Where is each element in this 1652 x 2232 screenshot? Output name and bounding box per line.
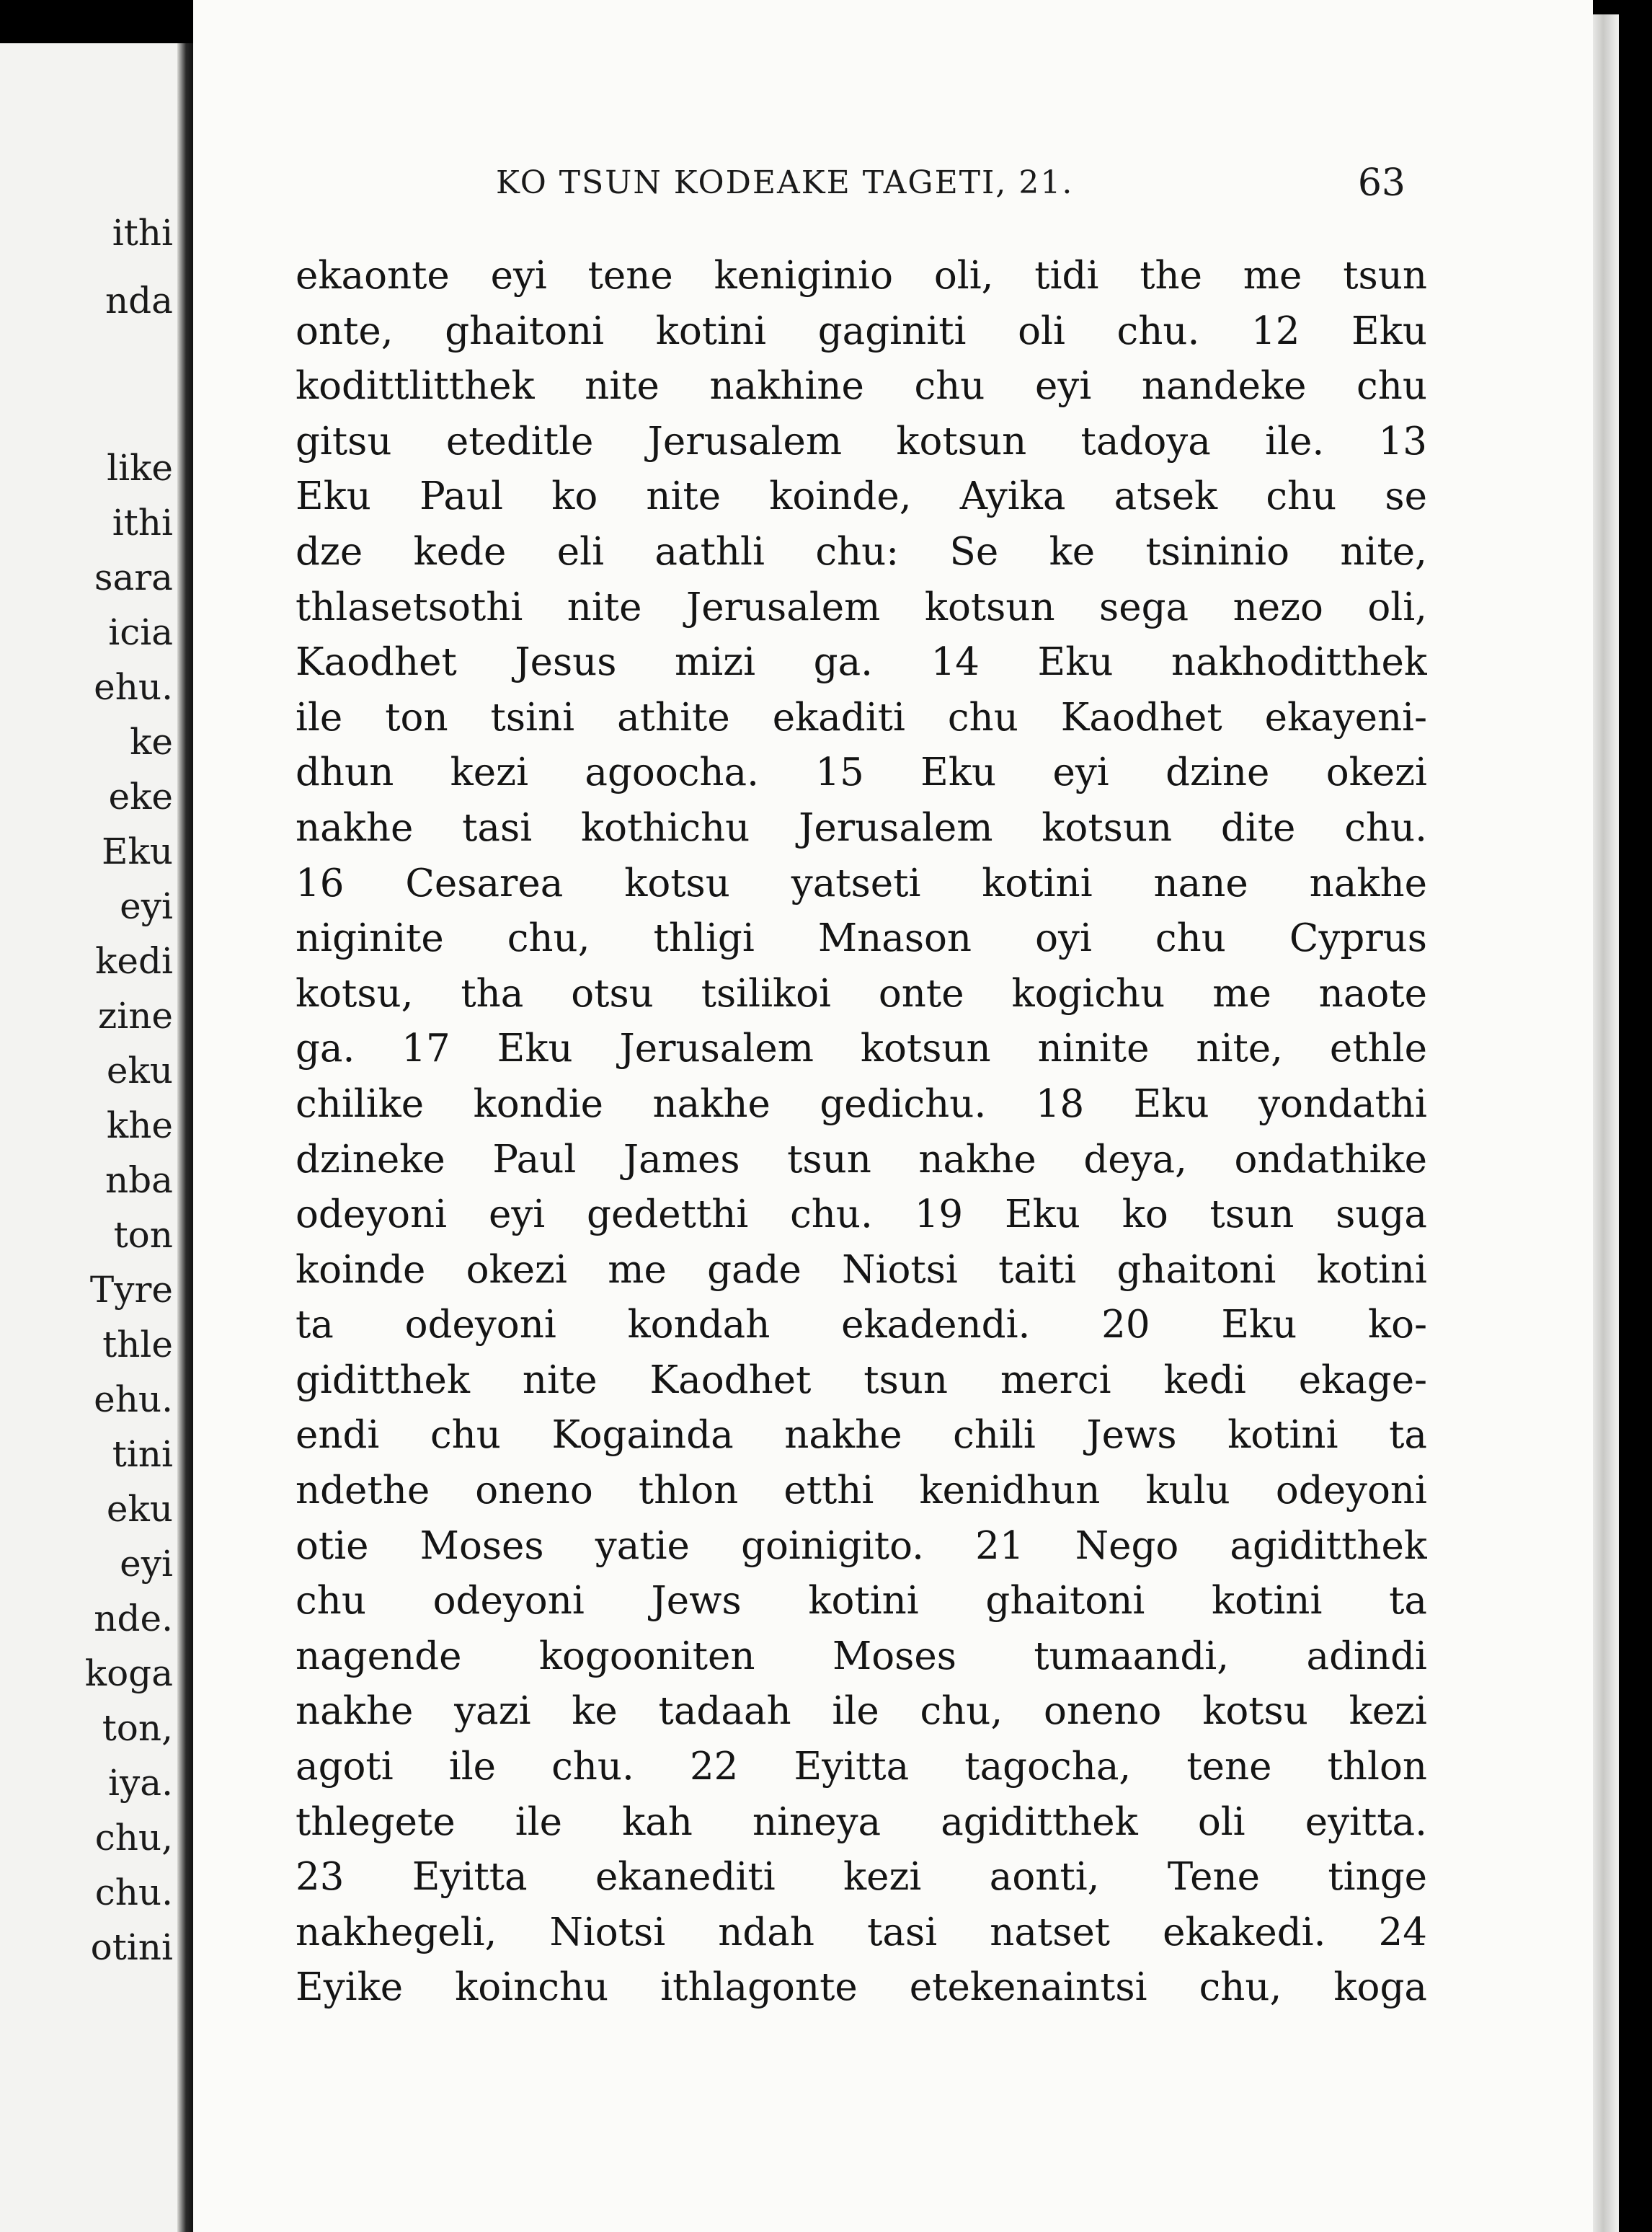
running-title: KO TSUN KODEAKE TAGETI, 21. bbox=[496, 164, 1074, 201]
text-line: ga. 17 Eku Jerusalem kotsun ninite nite, ethle bbox=[296, 1027, 1427, 1071]
text-line: nagende kogooniten Moses tumaandi, adindi bbox=[296, 1634, 1427, 1678]
facing-page-fragment: ton, bbox=[102, 1707, 173, 1749]
page-number: 63 bbox=[1357, 161, 1405, 205]
facing-page-fragment: tini bbox=[112, 1433, 173, 1475]
body-text bbox=[296, 249, 1427, 2016]
text-line: otie Moses yatie goinigito. 21 Nego agiditthek bbox=[296, 1523, 1427, 1568]
facing-page-fragment: ke bbox=[130, 721, 173, 763]
text-line: gitsu eteditle Jerusalem kotsun tadoya ile. 13 bbox=[296, 419, 1427, 464]
text-line: thlasetsothi nite Jerusalem kotsun sega nezo oli, bbox=[296, 585, 1427, 629]
text-line: thlegete ile kah nineya agiditthek oli eyitta. bbox=[296, 1799, 1427, 1844]
book-gutter bbox=[177, 43, 193, 2232]
text-line: ile ton tsini athite ekaditi chu Kaodhet ekayeni- bbox=[296, 695, 1427, 740]
facing-page-fragment: ithi bbox=[112, 502, 173, 544]
text-line: nakhe tasi kothichu Jerusalem kotsun dite chu. bbox=[296, 805, 1427, 850]
facing-page-fragment: ehu. bbox=[94, 666, 173, 708]
facing-page-fragment: otini bbox=[90, 1926, 173, 1968]
facing-page-fragment: ton bbox=[113, 1214, 173, 1256]
text-line: dhun kezi agoocha. 15 Eku eyi dzine okezi bbox=[296, 750, 1427, 795]
facing-page-fragment: Tyre bbox=[89, 1269, 173, 1311]
text-line: kodittlitthek nite nakhine chu eyi nandeke chu bbox=[296, 364, 1427, 409]
facing-page-fragment: ehu. bbox=[94, 1378, 173, 1420]
facing-page-fragment: nde. bbox=[94, 1598, 173, 1639]
text-line: ta odeyoni kondah ekadendi. 20 Eku ko- bbox=[296, 1303, 1427, 1347]
facing-page-fragment: iya. bbox=[108, 1762, 173, 1804]
facing-page-fragment: eyi bbox=[120, 1543, 173, 1585]
running-head bbox=[296, 161, 1405, 205]
text-line: onte, ghaitoni kotini gaginiti oli chu. 12 Eku bbox=[296, 309, 1427, 353]
facing-page-fragment: nda bbox=[105, 280, 173, 322]
facing-page-fragment: like bbox=[107, 447, 173, 489]
facing-page-fragment: ithi bbox=[112, 212, 173, 254]
text-line: agoti ile chu. 22 Eyitta tagocha, tene thlon bbox=[296, 1745, 1427, 1789]
text-line: Kaodhet Jesus mizi ga. 14 Eku nakhoditthek bbox=[296, 640, 1427, 685]
facing-page-fragment: Eku bbox=[102, 831, 173, 872]
text-line: dze kede eli aathli chu: Se ke tsininio nite, bbox=[296, 529, 1427, 574]
text-line: chu odeyoni Jews kotini ghaitoni kotini ta bbox=[296, 1579, 1427, 1624]
text-line: giditthek nite Kaodhet tsun merci kedi ekage- bbox=[296, 1358, 1427, 1402]
facing-page-fragment: zine bbox=[97, 995, 173, 1037]
text-line: endi chu Kogainda nakhe chili Jews kotini ta bbox=[296, 1413, 1427, 1458]
text-line: ekaonte eyi tene keniginio oli, tidi the me tsun bbox=[296, 254, 1427, 298]
facing-page-left bbox=[0, 43, 189, 2232]
text-line: Eku Paul ko nite koinde, Ayika atsek chu se bbox=[296, 474, 1427, 519]
facing-page-fragment: sara bbox=[94, 557, 173, 598]
facing-page-fragment: chu. bbox=[94, 1872, 173, 1913]
facing-page-fragment: thle bbox=[102, 1324, 173, 1365]
text-line: nakhe yazi ke tadaah ile chu, oneno kotsu kezi bbox=[296, 1689, 1427, 1734]
facing-page-fragment: khe bbox=[106, 1104, 173, 1146]
text-line: chilike kondie nakhe gedichu. 18 Eku yondathi bbox=[296, 1081, 1427, 1126]
text-line: odeyoni eyi gedetthi chu. 19 Eku ko tsun suga bbox=[296, 1192, 1427, 1237]
text-line: kotsu, tha otsu tsilikoi onte kogichu me naote bbox=[296, 971, 1427, 1016]
text-line: 16 Cesarea kotsu yatseti kotini nane nakhe bbox=[296, 861, 1427, 905]
text-line: koinde okezi me gade Niotsi taiti ghaitoni kotini bbox=[296, 1247, 1427, 1292]
facing-page-fragment: eyi bbox=[120, 885, 173, 927]
text-line: Eyike koinchu ithlagonte etekenaintsi chu, koga bbox=[296, 1965, 1427, 2010]
facing-page-fragment: koga bbox=[84, 1652, 173, 1694]
text-line: nakhegeli, Niotsi ndah tasi natset ekakedi. 24 bbox=[296, 1910, 1427, 1954]
facing-page-fragment: eku bbox=[106, 1050, 173, 1091]
text-line: 23 Eyitta ekanediti kezi aonti, Tene tinge bbox=[296, 1855, 1427, 1900]
facing-page-fragment: nba bbox=[105, 1159, 173, 1201]
text-line: ndethe oneno thlon etthi kenidhun kulu odeyoni bbox=[296, 1469, 1427, 1513]
text-line: niginite chu, thligi Mnason oyi chu Cyprus bbox=[296, 916, 1427, 961]
facing-page-fragment: eke bbox=[108, 776, 173, 818]
facing-page-fragment: icia bbox=[108, 611, 173, 653]
page-edge bbox=[1593, 14, 1619, 2232]
facing-page-fragment: kedi bbox=[95, 940, 173, 982]
text-line: dzineke Paul James tsun nakhe deya, ondathike bbox=[296, 1137, 1427, 1182]
facing-page-fragment: chu, bbox=[94, 1817, 173, 1859]
facing-page-fragment: eku bbox=[106, 1488, 173, 1530]
